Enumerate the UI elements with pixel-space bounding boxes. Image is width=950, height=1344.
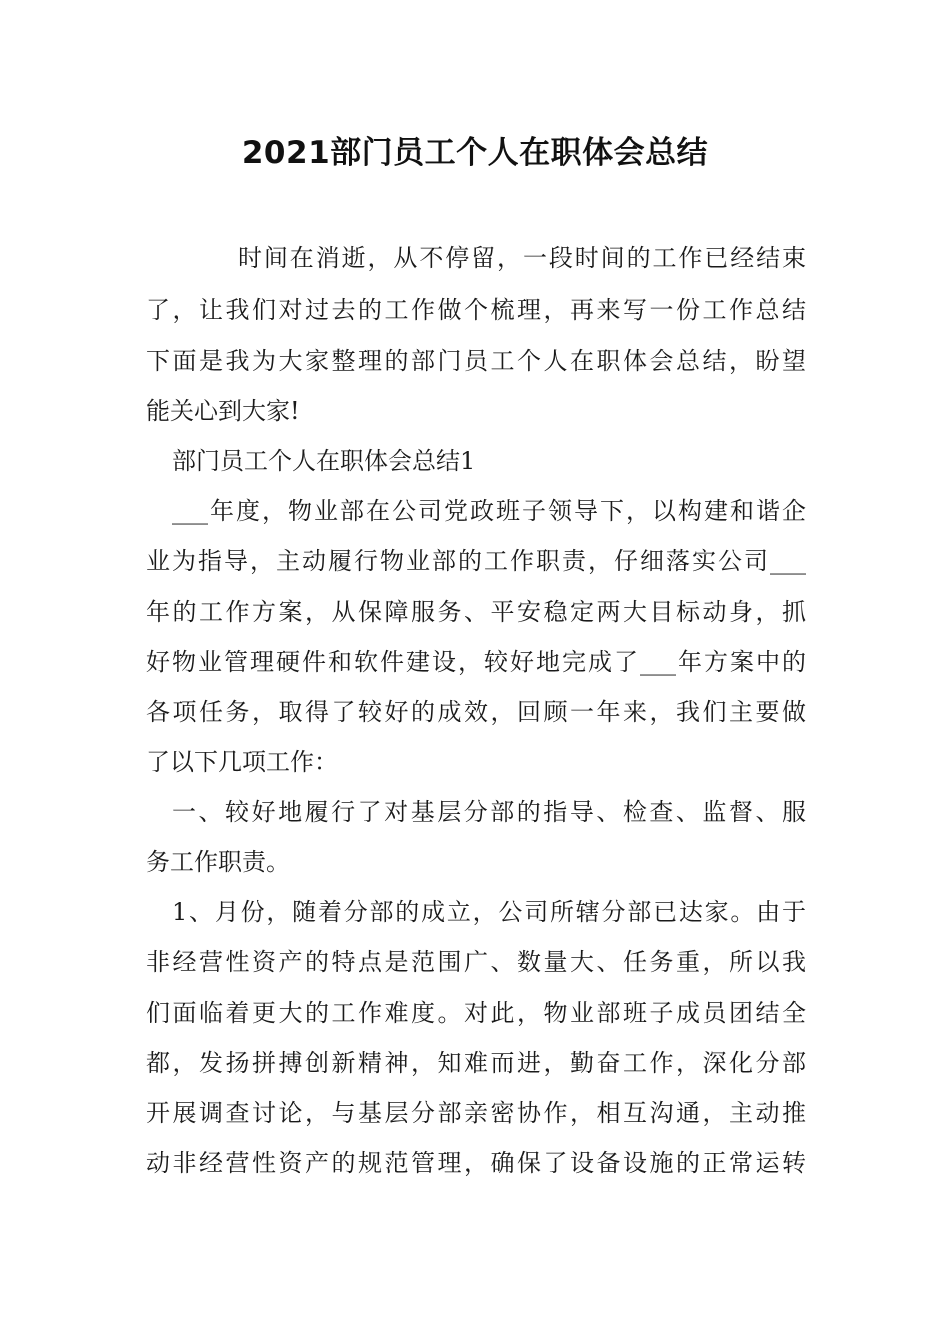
- paragraph-line: 业为指导，主动履行物业部的工作职责，仔细落实公司___: [146, 547, 806, 575]
- paragraph-line: 时间在消逝，从不停留，一段时间的工作已经结束: [238, 244, 806, 272]
- paragraph-line: 们面临着更大的工作难度。对此，物业部班子成员团结全: [146, 999, 806, 1027]
- paragraph-line: 了，让我们对过去的工作做个梳理，再来写一份工作总结: [146, 296, 806, 324]
- paragraph-line: ___年度，物业部在公司党政班子领导下，以构建和谐企: [172, 497, 806, 525]
- paragraph-line: 开展调查讨论，与基层分部亲密协作，相互沟通，主动推: [146, 1099, 806, 1127]
- paragraph-line: 一、较好地履行了对基层分部的指导、检查、监督、服: [172, 798, 806, 826]
- paragraph-line: 1、月份，随着分部的成立，公司所辖分部已达家。由于: [172, 898, 806, 926]
- section-heading: 部门员工个人在职体会总结1: [172, 447, 476, 475]
- paragraph-line: 动非经营性资产的规范管理，确保了设备设施的正常运转: [146, 1149, 806, 1177]
- paragraph-line: 都，发扬拼搏创新精神，知难而进，勤奋工作，深化分部: [146, 1049, 806, 1077]
- paragraph-line: 下面是我为大家整理的部门员工个人在职体会总结，盼望: [146, 347, 806, 375]
- paragraph-line: 各项任务，取得了较好的成效，回顾一年来，我们主要做: [146, 698, 806, 726]
- paragraph-line: 务工作职责。: [146, 848, 290, 876]
- paragraph-line: 年的工作方案，从保障服务、平安稳定两大目标动身，抓: [146, 598, 806, 626]
- paragraph-line: 能关心到大家!: [146, 397, 300, 425]
- paragraph-line: 了以下几项工作：: [146, 748, 338, 776]
- paragraph-line: 好物业管理硬件和软件建设，较好地完成了___年方案中的: [146, 648, 806, 676]
- paragraph-line: 非经营性资产的特点是范围广、数量大、任务重，所以我: [146, 948, 806, 976]
- document-title: 2021部门员工个人在职体会总结: [241, 135, 709, 171]
